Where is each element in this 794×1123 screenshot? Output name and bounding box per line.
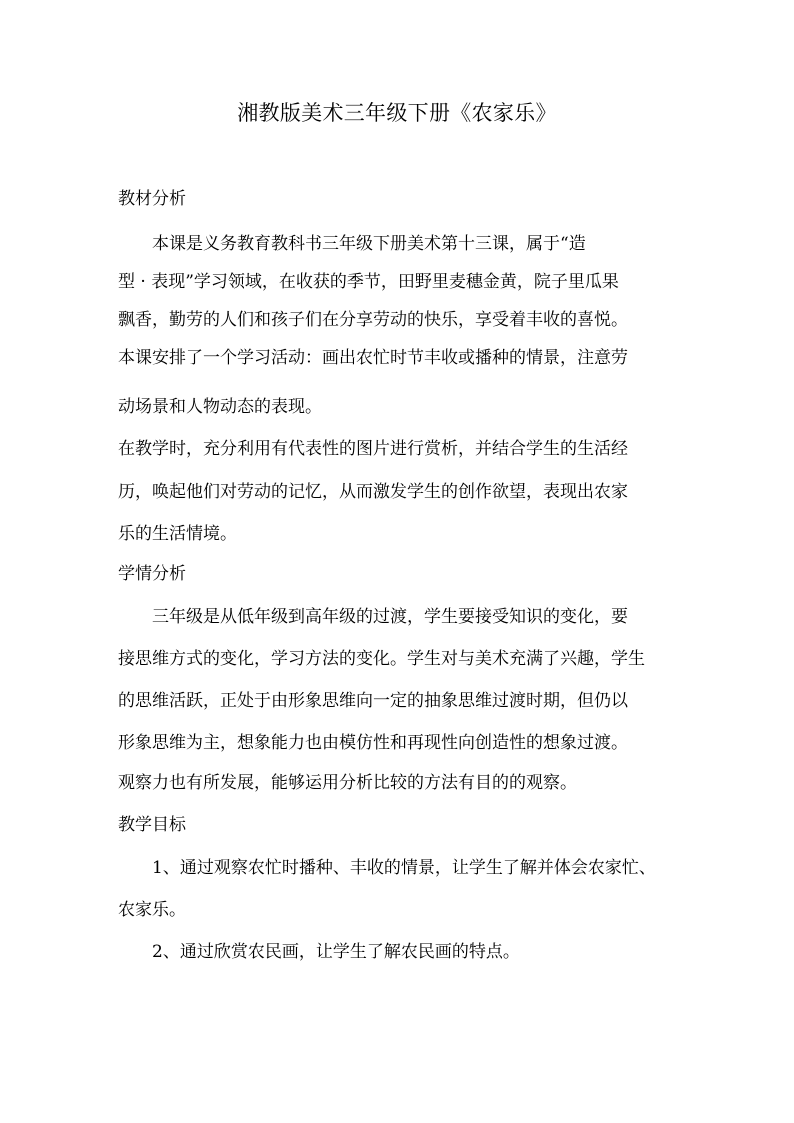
paragraph-line: 本课安排了一个学习活动：画出农忙时节丰收或播种的情景，注意劳 xyxy=(118,348,628,368)
section-heading-teaching-goals: 教学目标 xyxy=(118,815,186,835)
paragraph-line: 观察力也有所发展，能够运用分析比较的方法有目的的观察。 xyxy=(118,773,577,793)
section-heading-student-analysis: 学情分析 xyxy=(118,564,186,584)
section-heading-material-analysis: 教材分析 xyxy=(118,189,186,209)
paragraph-line: 型 · 表现”学习领域，在收获的季节，田野里麦穗金黄，院子里瓜果 xyxy=(118,272,619,292)
paragraph-line: 三年级是从低年级到高年级的过渡，学生要接受知识的变化，要 xyxy=(152,607,628,627)
document-title: 湘教版美术三年级下册《农家乐》 xyxy=(237,101,557,125)
paragraph-line: 本课是义务教育教科书三年级下册美术第十三课，属于“造 xyxy=(152,234,586,254)
paragraph-line: 乐的生活情境。 xyxy=(118,524,237,544)
paragraph-line: 的思维活跃，正处于由形象思维向一定的抽象思维过渡时期，但仍以 xyxy=(118,691,628,711)
paragraph-line: 1、通过观察农忙时播种、丰收的情景，让学生了解并体会农家忙、 xyxy=(152,858,656,878)
paragraph-line: 动场景和人物动态的表现。 xyxy=(118,397,322,417)
paragraph-line: 农家乐。 xyxy=(118,900,186,920)
paragraph-line: 历，唤起他们对劳动的记忆，从而激发学生的创作欲望，表现出农家 xyxy=(118,482,628,502)
paragraph-line: 在教学时，充分利用有代表性的图片进行赏析，并结合学生的生活经 xyxy=(118,439,628,459)
paragraph-line: 接思维方式的变化，学习方法的变化。学生对与美术充满了兴趣，学生 xyxy=(118,649,645,669)
paragraph-line: 形象思维为主，想象能力也由模仿性和再现性向创造性的想象过渡。 xyxy=(118,733,628,753)
paragraph-line: 2、通过欣赏农民画，让学生了解农民画的特点。 xyxy=(152,942,520,962)
paragraph-line: 飘香，勤劳的人们和孩子们在分享劳动的快乐，享受着丰收的喜悦。 xyxy=(118,310,628,330)
